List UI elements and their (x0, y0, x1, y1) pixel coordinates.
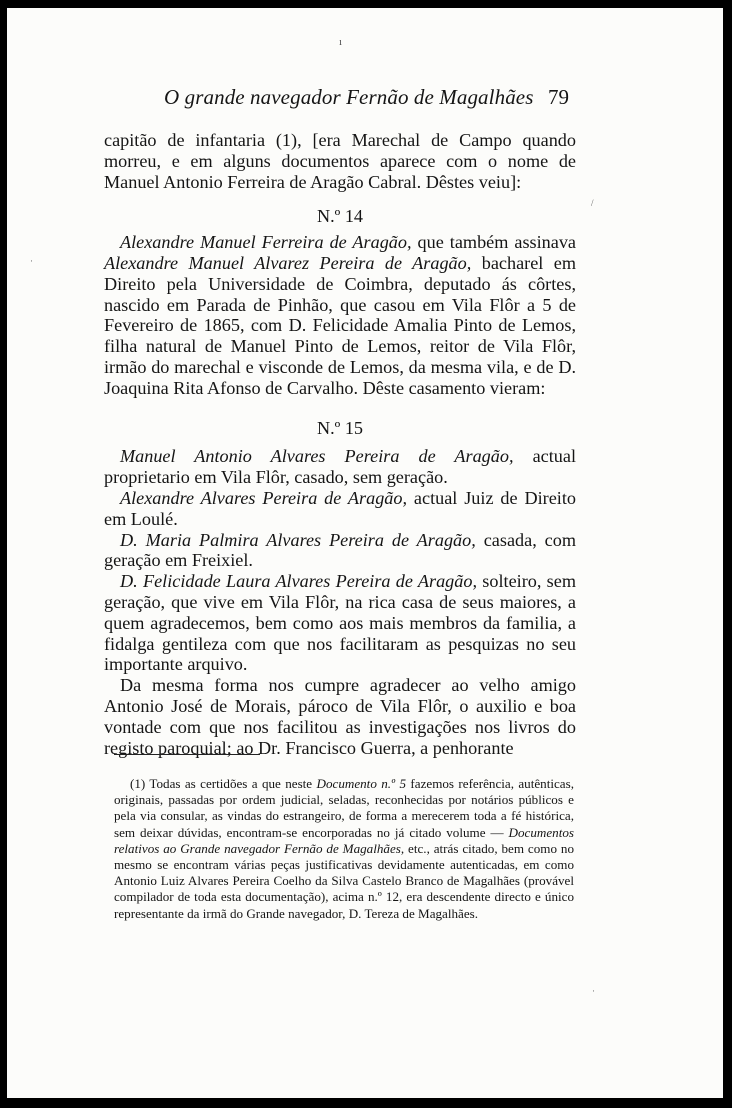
running-title: O grande navegador Fernão de Magalhães (164, 85, 534, 109)
entry-manuel-antonio: Manuel Antonio Alvares Pereira de Aragão, actual proprietario em Vila Flôr, casado, sem geração. (104, 446, 576, 488)
paragraph-alexandre-manuel: Alexandre Manuel Ferreira de Aragão, que também assinava Alexandre Manuel Alvarez Pereira de Aragão, bacharel em Direito pela Universidade de Coimbra, deputado ás côrtes, nascido em Parada de Pinhão, que casou em Vila Flôr a 5 de Fevereiro de 1865, com D. Felicidade Amalia Pinto de Lemos, filha natural de Manuel Pinto de Lemos, reitor de Vila Flôr, irmão do marechal e visconde de Lemos, da mesma vila, e de D. Joaquina Rita Afonso de Carvalho. Dêste casamento vieram: (104, 232, 576, 398)
paragraph-acknowledgements: Da mesma forma nos cumpre agradecer ao velho amigo Antonio José de Morais, pároco de Vila Flôr, o auxilio e boa vontade com que nos facilitou as investigações nos livros do registo paroquial; ao Dr. Francisco Guerra, a penhorante (104, 675, 576, 758)
page-header (7, 85, 723, 115)
paragraph-continuation: capitão de infantaria (1), [era Marechal de Campo quando morreu, e em alguns documentos aparece com o nome de Manuel Antonio Ferreira de Aragão Cabral. Dêstes veiu]: (104, 130, 576, 192)
section-number-14: N.º 14 (316, 206, 364, 227)
entry-maria-palmira: D. Maria Palmira Alvares Pereira de Aragão, casada, com geração em Freixiel. (104, 529, 576, 571)
footnote-1: (1) Todas as certidões a que neste Documento n.º 5 fazemos referência, autênticas, originais, passadas por ordem judicial, seladas, reconhecidas por notários públicos e pela via consular, as vindas do estrangeiro, de forma a merecerem toda a fé histórica, sem deixar dúvidas, encontram-se encorporadas no já citado volume — Documentos relativos ao Grande navegador Fernão de Magalhães, etc., atrás citado, bem como no mesmo se encontram várias peças justificativas devidamente autenticadas, em como Antonio Luiz Alvares Pereira Coelho da Silva Castelo Branco de Magalhães (provável compilador de toda esta documentação), acima n.º 12, era descendente directo e único representante da irmã do Grande navegador, D. Tereza de Magalhães. (114, 776, 574, 921)
book-page (7, 8, 723, 1098)
person-name: D. Maria Palmira Alvares Pereira de Aragão, (120, 529, 476, 550)
person-name: Alexandre Alvares Pereira de Aragão, (120, 487, 408, 508)
entry-alexandre-alvares: Alexandre Alvares Pereira de Aragão, actual Juiz de Direito em Loulé. (104, 487, 576, 529)
paper-speck: · (592, 986, 595, 996)
main-text (104, 130, 576, 758)
page-number: 79 (548, 85, 569, 109)
paper-speck: / (591, 198, 594, 208)
footnote-separator (114, 754, 260, 755)
section-number-15: N.º 15 (316, 417, 364, 438)
paper-speck: · (30, 256, 33, 266)
person-name: D. Felicidade Laura Alvares Pereira de Aragão, (120, 571, 478, 592)
person-alias: Alexandre Manuel Alvarez Pereira de Aragão, (104, 252, 472, 273)
footnote-area (114, 776, 574, 922)
print-mark: ı (339, 36, 343, 48)
person-name: Manuel Antonio Alvares Pereira de Aragão, (120, 446, 514, 467)
entry-felicidade-laura: D. Felicidade Laura Alvares Pereira de Aragão, solteiro, sem geração, que vive em Vila Flôr, na rica casa de seus maiores, a quem agradecemos, bem como aos mais membros da familia, a fidalga gentileza com que nos facilitaram as pesquizas no seu importante arquivo. (104, 571, 576, 675)
person-name: Alexandre Manuel Ferreira de Aragão, (120, 232, 412, 253)
